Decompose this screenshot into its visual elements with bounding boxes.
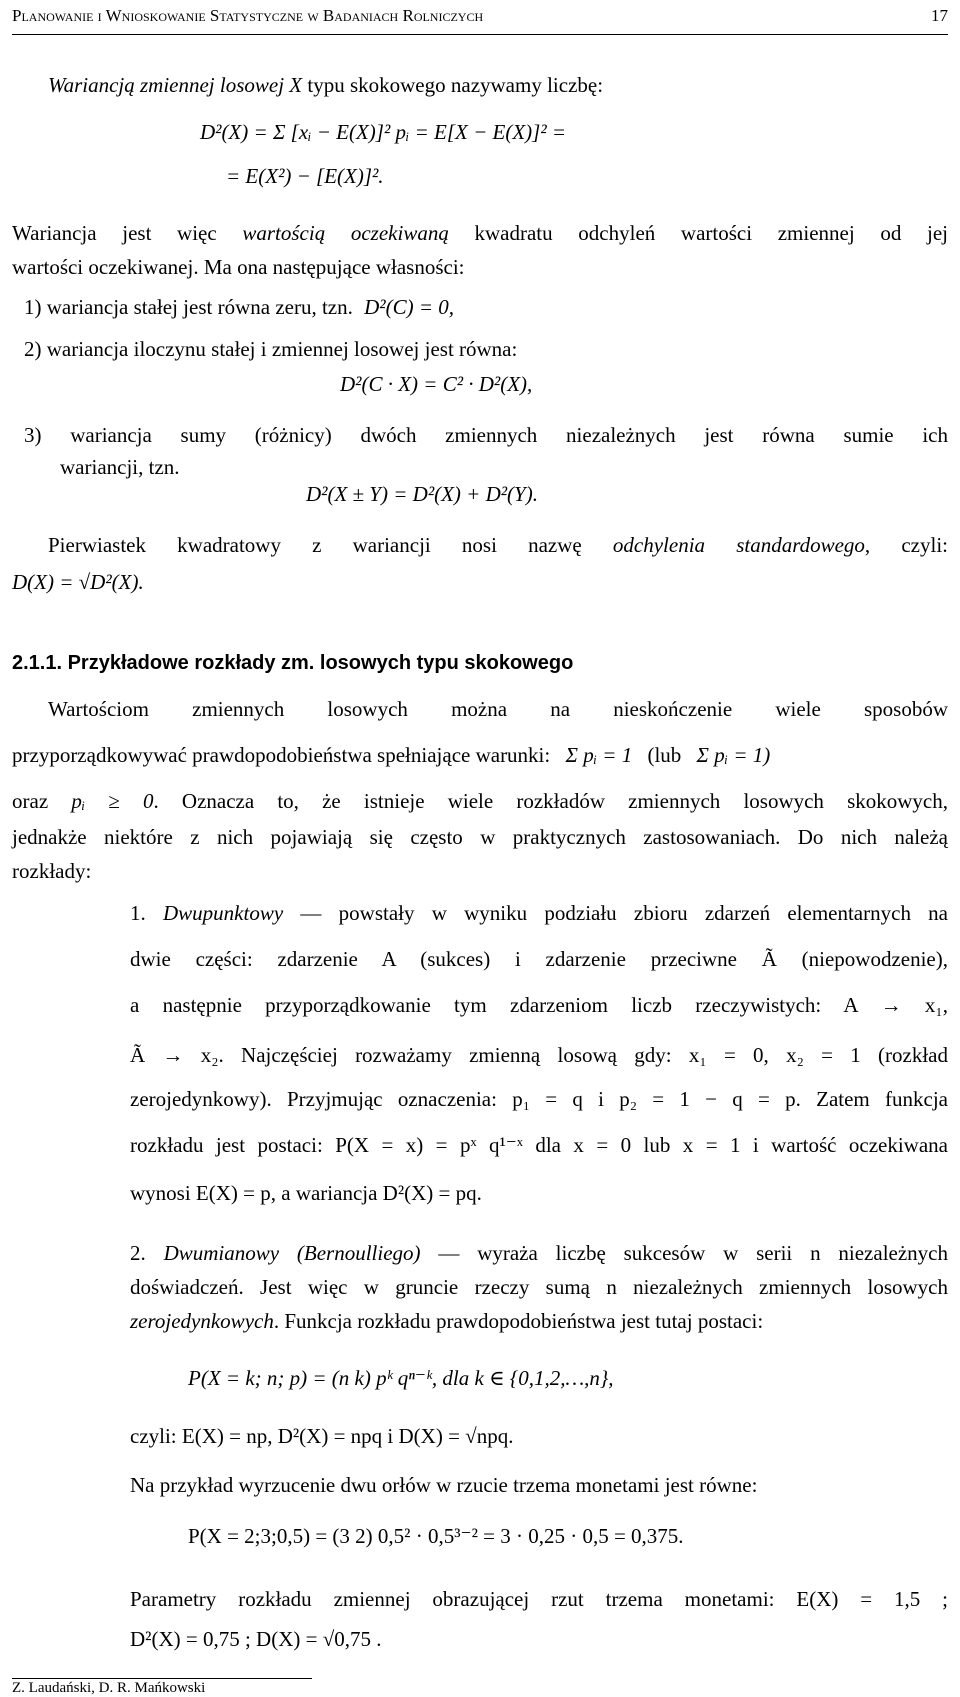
- item2-formula-example: P(X = 2;3;0,5) = (3 2) 0,5² · 0,5³⁻² = 3 · 0,25 · 0,5 = 0,375.: [188, 1524, 684, 1548]
- property-3-formula: D²(X ± Y) = D²(X) + D²(Y).: [306, 482, 538, 506]
- prop1-text: 1) wariancja stałej jest równa zeru, tzn.: [24, 295, 353, 319]
- std-a: Pierwiastek kwadratowy z wariancji nosi nazwę: [48, 533, 582, 557]
- std-em: odchylenia standardowego: [612, 533, 865, 557]
- para1-em: wartością oczekiwaną: [242, 221, 449, 245]
- item1-line4: Ã → x₂. Najczęściej rozważamy zmienną losową gdy: x₁ = 0, x₂ = 1 (rozkład: [130, 1043, 948, 1067]
- sec-p2-a: przyporządkowywać prawdopodobieństwa spełniające warunki:: [12, 743, 551, 767]
- property-1: [24, 290, 454, 324]
- variance-formula-1: D²(X) = Σ [xᵢ − E(X)]² pᵢ = E[X − E(X)]² =: [200, 120, 567, 144]
- paragraph-variance: [12, 216, 948, 250]
- item2-line4: Na przykład wyrzucenie dwu orłów w rzucie trzema monetami jest równe:: [130, 1473, 758, 1497]
- section-p4: jednakże niektóre z nich pojawiają się często w praktycznych zastosowaniach. Do nich należą: [12, 825, 948, 849]
- item1-line7: wynosi E(X) = p, a wariancja D²(X) = pq.: [130, 1181, 482, 1205]
- item1-line6: rozkładu jest postaci: P(X = x) = pˣ q¹⁻ˣ dla x = 0 lub x = 1 i wartość oczekiwana: [130, 1133, 948, 1157]
- intro-line: [48, 68, 603, 102]
- item2-name: Dwumianowy (Bernoulliego): [163, 1241, 421, 1265]
- variance-formula-2: = E(X²) − [E(X)]².: [226, 164, 384, 188]
- item2-l1b: — wyraża liczbę sukcesów w serii n niezależnych: [438, 1241, 948, 1265]
- sec-p2-eq1: Σ pᵢ = 1: [565, 743, 633, 767]
- std-deviation-formula: D(X) = √D²(X).: [12, 570, 144, 594]
- para1-b: kwadratu odchyleń wartości zmiennej od jej: [474, 221, 948, 245]
- intro-end: typu skokowego nazywamy liczbę:: [307, 73, 604, 97]
- property-2: 2) wariancja iloczynu stałej i zmiennej losowej jest równa:: [24, 337, 518, 361]
- property-3: 3) wariancja sumy (różnicy) dwóch zmiennych niezależnych jest równa sumie ich: [24, 423, 948, 447]
- sec-p3-eq: pᵢ ≥ 0: [71, 789, 154, 813]
- header-title: Planowanie i Wnioskowanie Statystyczne w Badaniach Rolniczych: [12, 6, 484, 25]
- property-2-formula: D²(C · X) = C² · D²(X),: [340, 372, 533, 396]
- footer-authors: Z. Laudański, D. R. Mańkowski: [12, 1680, 206, 1696]
- intro-term: Wariancją zmiennej losowej: [48, 73, 285, 97]
- item1-name: Dwupunktowy: [163, 901, 284, 925]
- section-p2: [12, 738, 770, 772]
- item1-number: 1.: [130, 901, 146, 925]
- footer-rule: [12, 1678, 312, 1679]
- item2-line6: D²(X) = 0,75 ; D(X) = √0,75 .: [130, 1627, 382, 1651]
- item2-line2: doświadczeń. Jest więc w gruncie rzeczy sumą n niezależnych zmiennych losowych: [130, 1275, 948, 1299]
- item2-number: 2.: [130, 1241, 146, 1265]
- item2-formula-binomial: P(X = k; n; p) = (n k) pᵏ qⁿ⁻ᵏ, dla k ∈ {0,1,2,…,n},: [188, 1366, 614, 1390]
- item2-l3a: zerojedynkowych: [130, 1309, 274, 1333]
- item1-line3: a następnie przyporządkowanie tym zdarzeniom liczb rzeczywistych: A → x₁,: [130, 993, 948, 1017]
- section-p3: [12, 784, 948, 818]
- para1-a: Wariancja jest więc: [12, 221, 217, 245]
- sec-p2-mid: (lub: [647, 743, 682, 767]
- section-heading: 2.1.1. Przykładowe rozkłady zm. losowych typu skokowego: [12, 652, 574, 674]
- page-header: [12, 6, 948, 32]
- sec-p3-b: . Oznacza to, że istnieje wiele rozkładów zmiennych losowych skokowych,: [153, 789, 949, 813]
- intro-var: X: [289, 73, 303, 97]
- item2-line1: [130, 1236, 948, 1270]
- sec-p2-eq2: Σ pᵢ = 1): [696, 743, 771, 767]
- item2-line3: [130, 1304, 763, 1338]
- item1-l1b: — powstały w wyniku podziału zbioru zdarzeń elementarnych na: [300, 901, 949, 925]
- header-rule: [12, 34, 948, 35]
- item2-formula-moments: czyli: E(X) = np, D²(X) = npq i D(X) = √npq.: [130, 1424, 514, 1448]
- sec-p3-a: oraz: [12, 789, 49, 813]
- section-p5: rozkłady:: [12, 859, 92, 883]
- section-p1: Wartościom zmiennych losowych można na nieskończenie wiele sposobów: [48, 697, 948, 721]
- item1-line2: dwie części: zdarzenie A (sukces) i zdarzenie przeciwne Ã (niepowodzenie),: [130, 947, 948, 971]
- paragraph-variance-2: wartości oczekiwanej. Ma ona następujące własności:: [12, 255, 465, 279]
- property-3-b: wariancji, tzn.: [60, 455, 180, 479]
- item2-l3b: . Funkcja rozkładu prawdopodobieństwa jest tutaj postaci:: [273, 1309, 764, 1333]
- page-number: 17: [931, 6, 948, 25]
- item1-line1: [130, 896, 948, 930]
- std-b: , czyli:: [864, 533, 948, 557]
- prop1-formula: D²(C) = 0,: [364, 295, 454, 319]
- std-deviation-line: [48, 528, 948, 562]
- item1-line5: zerojedynkowy). Przyjmując oznaczenia: p₁ = q i p₂ = 1 − q = p. Zatem funkcja: [130, 1087, 948, 1111]
- item2-line5: Parametry rozkładu zmiennej obrazującej rzut trzema monetami: E(X) = 1,5 ;: [130, 1587, 948, 1611]
